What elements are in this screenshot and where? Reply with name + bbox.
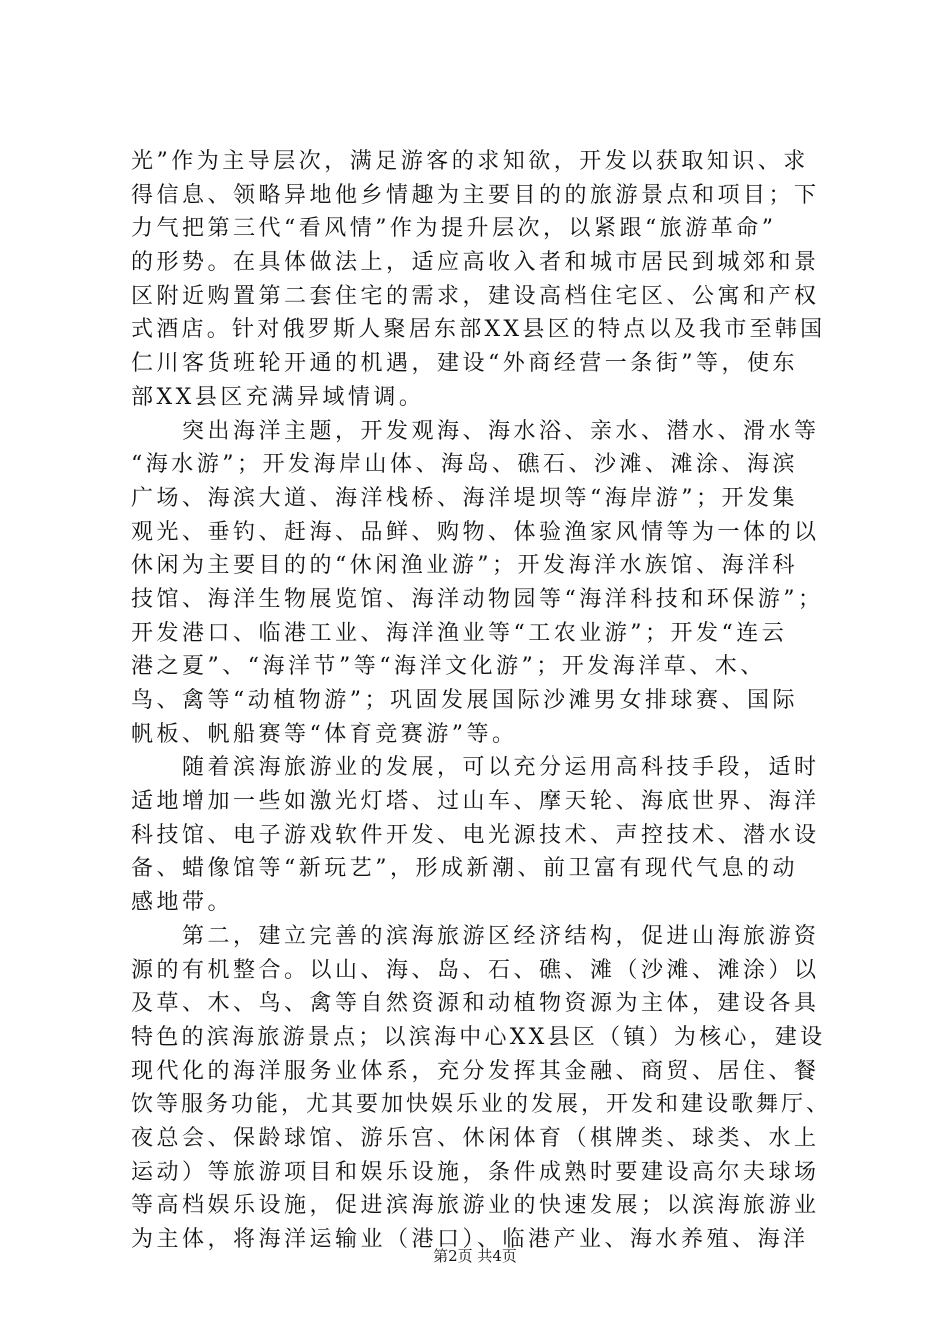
text-line: 饮等服务功能，尤其要加快娱乐业的发展，开发和建设歌舞厅、 xyxy=(131,1092,832,1118)
text-line: 开发港口、临港工业、海洋渔业等“工农业游”；开发“连云 xyxy=(131,620,788,646)
text-line: 特色的滨海旅游景点；以滨海中心XX县区（镇）为核心，建设 xyxy=(131,1024,826,1050)
text-line: 等高档娱乐设施，促进滨海旅游业的快速发展；以滨海旅游业 xyxy=(131,1193,820,1219)
text-line: 式酒店。针对俄罗斯人聚居东部XX县区的特点以及我市至韩国 xyxy=(131,317,826,343)
text-line: 源的有机整合。以山、海、岛、石、礁、滩（沙滩、滩涂）以 xyxy=(131,957,820,983)
text-line: 帆板、帆船赛等“体育竞赛游”等。 xyxy=(131,721,518,747)
page-footer: 第2页 共4页 xyxy=(433,1247,517,1265)
text-line: 现代化的海洋服务业体系，充分发挥其金融、商贸、居住、餐 xyxy=(131,1058,820,1084)
text-line: “海水游”；开发海岸山体、海岛、礁石、沙滩、滩涂、海滨 xyxy=(131,452,798,478)
text-line: 力气把第三代“看风情”作为提升层次，以紧跟“旅游革命” xyxy=(131,216,777,242)
text-line: 为主体，将海洋运输业（港口）、临港产业、海水养殖、海洋 xyxy=(131,1227,809,1252)
text-line: 突出海洋主题，开发观海、海水浴、亲水、潜水、滑水等 xyxy=(131,418,820,444)
text-line: 得信息、领略异地他乡情趣为主要目的的旅游景点和项目；下 xyxy=(131,182,820,208)
text-line: 第二，建立完善的滨海旅游区经济结构，促进山海旅游资 xyxy=(131,923,820,949)
text-line: 休闲为主要目的的“休闲渔业游”；开发海洋水族馆、海洋科 xyxy=(131,553,798,579)
text-line: 夜总会、保龄球馆、游乐宫、休闲体育（棋牌类、球类、水上 xyxy=(131,1125,820,1151)
text-line: 部XX县区充满异域情调。 xyxy=(131,384,425,410)
text-line: 随着滨海旅游业的发展，可以充分运用高科技手段，适时 xyxy=(131,755,820,781)
text-line: 及草、木、鸟、禽等自然资源和动植物资源为主体，建设各具 xyxy=(131,991,820,1017)
text-line: 的形势。在具体做法上，适应高收入者和城市居民到城郊和景 xyxy=(131,250,820,276)
text-line: 观光、垂钓、赶海、品鲜、购物、体验渔家风情等为一体的以 xyxy=(131,519,820,545)
text-line: 适地增加一些如激光灯塔、过山车、摩天轮、海底世界、海洋 xyxy=(131,789,820,815)
text-line: 技馆、海洋生物展览馆、海洋动物园等“海洋科技和环保游”； xyxy=(131,586,824,612)
text-line: 科技馆、电子游戏软件开发、电光源技术、声控技术、潜水设 xyxy=(131,822,820,848)
text-line: 感地带。 xyxy=(131,890,234,916)
text-line: 广场、海滨大道、海洋栈桥、海洋堤坝等“海岸游”；开发集 xyxy=(131,485,798,511)
text-line: 运动）等旅游项目和娱乐设施，条件成熟时要建设高尔夫球场 xyxy=(131,1159,820,1185)
body-text xyxy=(131,145,831,1257)
text-line: 鸟、禽等“动植物游”；巩固发展国际沙滩男女排球赛、国际 xyxy=(131,688,798,713)
text-line: 区附近购置第二套住宅的需求，建设高档住宅区、公寓和产权 xyxy=(131,283,820,309)
text-line: 备、蜡像馆等“新玩艺”，形成新潮、前卫富有现代气息的动 xyxy=(131,856,798,882)
text-line: 仁川客货班轮开通的机遇，建设“外商经营一条街”等，使东 xyxy=(131,351,798,377)
text-line: 港之夏”、“海洋节”等“海洋文化游”；开发海洋草、木、 xyxy=(131,654,766,680)
text-line: 光”作为主导层次，满足游客的求知欲，开发以获取知识、求 xyxy=(131,149,809,174)
